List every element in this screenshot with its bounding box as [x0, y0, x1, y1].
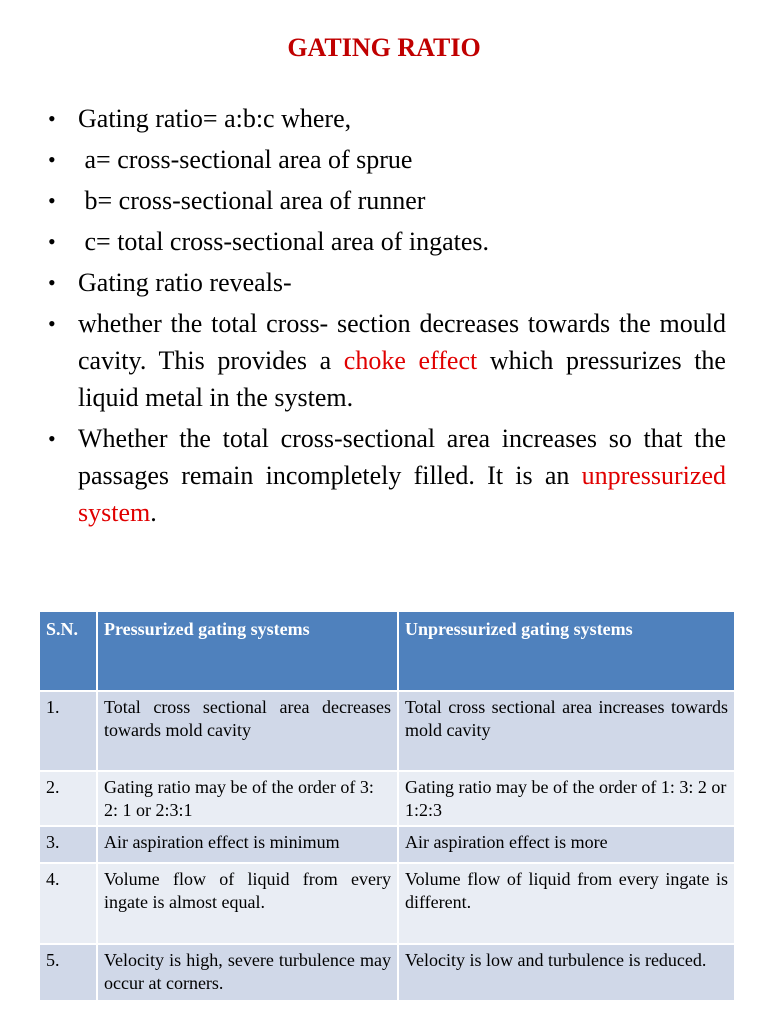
cell-sn: 5. — [40, 944, 97, 1001]
bullet-marker: • — [48, 426, 56, 451]
cell-sn: 1. — [40, 691, 97, 771]
table-row — [40, 944, 735, 1001]
bullet-text: Gating ratio= a:b:c where, — [78, 104, 352, 133]
table-row — [40, 771, 735, 826]
bullet-text-before: Whether the total cross-sectional area increases so that the passages remain incompletely filled. It is an — [78, 424, 726, 490]
bullet-text: b= cross-sectional area of runner — [78, 186, 426, 215]
cell-unpressurized: Volume flow of liquid from every ingate is different. — [398, 863, 735, 944]
bullet-list — [40, 100, 726, 535]
bullet-text: c= total cross-sectional area of ingates. — [78, 227, 489, 256]
bullet-marker: • — [48, 229, 56, 254]
bullet-marker: • — [48, 147, 56, 172]
bullet-marker: • — [48, 188, 56, 213]
bullet-item — [40, 182, 726, 219]
cell-unpressurized: Air aspiration effect is more — [398, 826, 735, 863]
header-sn: S.N. — [40, 612, 97, 691]
table-header-row — [40, 612, 735, 691]
unpressurized-system-highlight: unpressurized system — [78, 461, 726, 527]
table-row — [40, 826, 735, 863]
page-title: GATING RATIO — [287, 33, 481, 62]
header-unpressurized: Unpressurized gating systems — [398, 612, 735, 691]
cell-sn: 3. — [40, 826, 97, 863]
cell-pressurized: Volume flow of liquid from every ingate is almost equal. — [97, 863, 398, 944]
cell-pressurized: Air aspiration effect is minimum — [97, 826, 398, 863]
bullet-text: a= cross-sectional area of sprue — [78, 145, 413, 174]
bullet-text: Gating ratio reveals- — [78, 268, 292, 297]
bullet-marker: • — [48, 106, 56, 131]
cell-sn: 2. — [40, 771, 97, 826]
bullet-item — [40, 420, 726, 531]
table-row — [40, 691, 735, 771]
bullet-item — [40, 141, 726, 178]
table-row — [40, 863, 735, 944]
comparison-table — [40, 612, 736, 1002]
header-pressurized: Pressurized gating systems — [97, 612, 398, 691]
bullet-text-after: . — [150, 498, 157, 527]
cell-unpressurized: Total cross sectional area increases towards mold cavity — [398, 691, 735, 771]
choke-effect-highlight: choke effect — [343, 346, 478, 375]
bullet-text-after: which pressurizes the liquid metal in the system. — [78, 346, 726, 412]
bullet-item — [40, 305, 726, 416]
cell-unpressurized: Velocity is low and turbulence is reduced. — [398, 944, 735, 1001]
cell-pressurized: Gating ratio may be of the order of 3: 2: 1 or 2:3:1 — [97, 771, 398, 826]
cell-pressurized: Total cross sectional area decreases towards mold cavity — [97, 691, 398, 771]
cell-pressurized: Velocity is high, severe turbulence may occur at corners. — [97, 944, 398, 1001]
bullet-item — [40, 223, 726, 260]
bullet-text-before: whether the total cross- section decreases towards the mould cavity. This provides a — [78, 309, 726, 375]
cell-sn: 4. — [40, 863, 97, 944]
cell-unpressurized: Gating ratio may be of the order of 1: 3: 2 or 1:2:3 — [398, 771, 735, 826]
bullet-item — [40, 100, 726, 137]
bullet-item — [40, 264, 726, 301]
bullet-marker: • — [48, 270, 56, 295]
bullet-marker: • — [48, 311, 56, 336]
